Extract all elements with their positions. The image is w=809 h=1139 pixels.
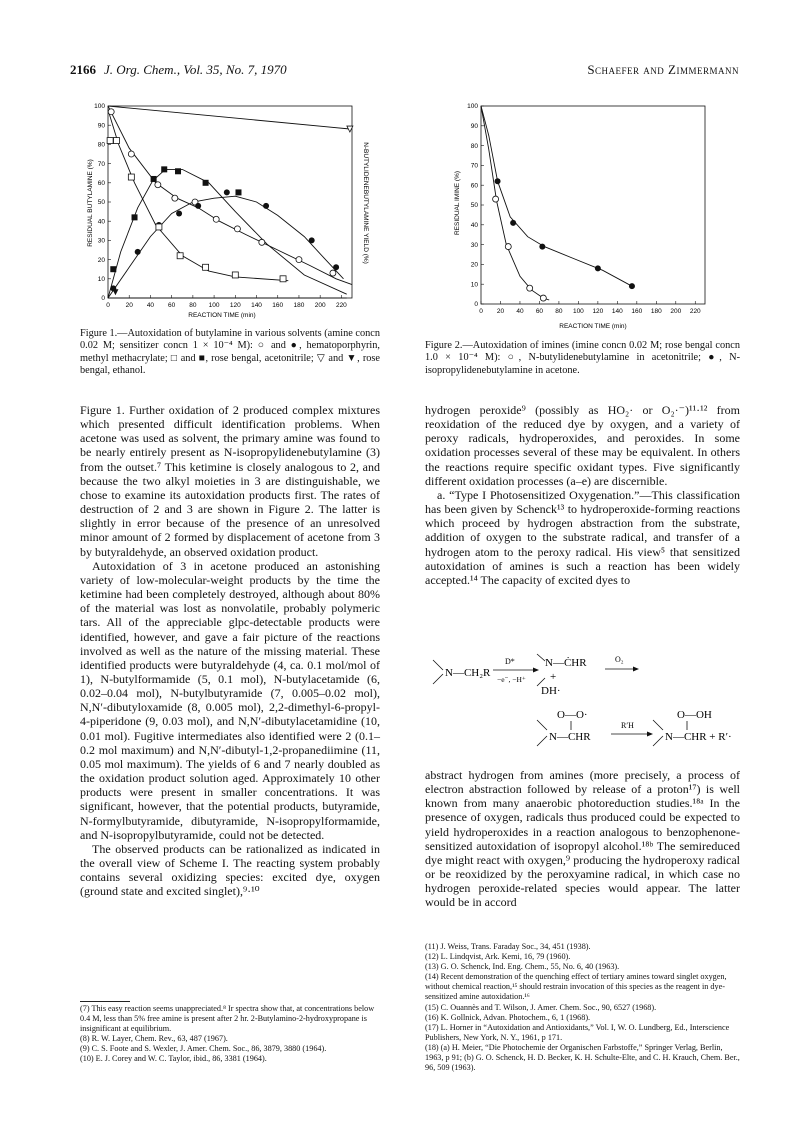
y-tick-label: 90 — [470, 123, 478, 130]
footnote: (16) K. Gollnick, Advan. Photochem., 6, 1 (1968). — [425, 1012, 591, 1022]
figure-2-axes — [467, 103, 705, 315]
paragraph: Autoxidation of 3 in acetone produced an astonishing variety of low-molecular-weight products by the time the ketimine had been completely destroyed, although about 80% of the material was lost as nonvolatile, probably polymeric tars. All of the appreciable glpc-detectable products were identified, however, and gave a fair picture of the reactions involved as well as the nature of the missing material. These identified products were butyraldehyde (4, ca. 0.1 mol/mol of 1), N-butylformamide (5, 0.1 mol), N-butylacetamide (6, 0.02–0.04 mol), N-butylbutyramide (7, 0.005–0.02 mol), N,N′-dibutyloxamide (8, 0.005 mol), 2,2-dimethyl-6-propyl-4-piperidone (9, 0.03 mol), and N,N′-dibutylacetamidine (10, 0.01 mol). Fugitive intermediates also identified were 2 (0.1–0.2 mol maximum) and N,N′-dibutyl-1,2-propanediimine (11, 0.05 mol maximum). The yields of 6 and 7 nearly doubled as the oxidation product solution aged. Approximately 10 other products were present in smaller concentrations. It was significant, however, that the potential products, butyramide, N-formylbutyramide, dibutyramide, N-isopropylformamide, and N-isopropylbutyramide, could not be detected. — [80, 558, 380, 842]
data-point-open-circle — [527, 285, 533, 291]
x-tick-label: 180 — [293, 302, 305, 309]
y-tick-label: 0 — [101, 295, 105, 303]
x-tick-label: 0 — [106, 302, 110, 309]
y-tick-label: 0 — [474, 301, 478, 309]
x-tick-label: 140 — [251, 302, 262, 309]
x-tick-label: 100 — [208, 302, 220, 309]
data-point-open-circle — [172, 195, 178, 201]
figure-1-axes — [94, 103, 352, 309]
data-point-filled-circle — [495, 178, 501, 184]
x-tick-label: 20 — [496, 308, 505, 315]
scheme-rh: R′H — [621, 721, 634, 730]
scheme-peroxy: N—CHR — [549, 731, 591, 743]
x-tick-label: 160 — [631, 308, 643, 315]
x-tick-label: 60 — [535, 308, 544, 315]
data-point-open-square — [177, 253, 183, 259]
x-tick-label: 200 — [314, 302, 326, 309]
journal-citation: J. Org. Chem., Vol. 35, No. 7, 1970 — [104, 62, 287, 77]
y-tick-label: 50 — [97, 199, 105, 207]
scheme-intermediate: N—ĊHR — [545, 657, 587, 669]
y-tick-label: 20 — [97, 256, 105, 264]
page-number: 2166 — [70, 62, 96, 77]
data-point-open-circle — [128, 151, 134, 157]
scheme-hydroperoxy-top: O—OH — [677, 709, 712, 721]
scheme-plus: + — [550, 671, 557, 683]
data-point-filled-circle — [510, 220, 516, 226]
x-tick-label: 0 — [479, 308, 483, 315]
data-point-open-circle — [155, 182, 161, 188]
data-point-open-circle — [505, 244, 511, 250]
x-tick-label: 180 — [650, 308, 662, 315]
scheme-peroxy-top: O—O· — [557, 709, 588, 721]
y-tick-label: 100 — [467, 103, 478, 111]
data-point-open-circle — [234, 226, 240, 232]
data-point-filled-square — [151, 176, 157, 182]
left-footnotes — [80, 1004, 380, 1065]
data-point-open-circle — [108, 109, 114, 115]
x-tick-label: 160 — [272, 302, 284, 309]
data-point-filled-circle — [195, 203, 201, 209]
data-point-open-square — [107, 138, 113, 144]
data-point-filled-square — [132, 214, 138, 220]
y-tick-label: 60 — [97, 180, 105, 187]
data-point-filled-triangle — [112, 289, 118, 295]
x-tick-label: 40 — [146, 302, 155, 309]
right-footnotes — [425, 942, 740, 1073]
scheme-dh: DH· — [541, 685, 561, 697]
data-point-open-square — [280, 276, 286, 282]
x-tick-label: 20 — [125, 302, 133, 309]
data-point-filled-circle — [333, 264, 339, 270]
figure-2-caption: Figure 2.—Autoxidation of imines (imine concn 0.02 M; rose bengal concn 1.0 × 10⁻⁴ M): ○, N-butylidenebutylamine in acetonitrile; ●, N-isopropylidenebutylamine in acetone. — [425, 340, 740, 376]
x-tick-label: 220 — [335, 302, 347, 309]
x-tick-label: 220 — [689, 308, 701, 315]
x-tick-label: 140 — [611, 308, 623, 315]
footnote: (14) Recent demonstration of the quenching effect of tertiary amines toward singlet oxygen, without chemical reaction,¹⁵ should restrain invocation of this species as the reagent in dye-sensitized amine autoxidation.¹⁶ — [425, 972, 727, 1002]
figure-1-y2-axis-label: N-BUTYLIDENEBUTYLAMINE YIELD (%) — [362, 142, 369, 264]
y-tick-label: 40 — [470, 222, 478, 229]
scheme-o2: O₂ — [615, 655, 624, 664]
fitted-curve — [108, 106, 350, 129]
x-tick-label: 60 — [168, 302, 176, 309]
fitted-curve — [481, 106, 632, 286]
y-tick-label: 40 — [97, 218, 105, 226]
data-point-filled-square — [235, 189, 241, 195]
scheme-reagent-bottom: −e⁻, −H⁺ — [497, 675, 526, 684]
x-tick-label: 120 — [592, 308, 604, 315]
data-point-filled-circle — [263, 203, 269, 209]
figure-2-marks — [493, 178, 635, 301]
data-point-open-square — [232, 272, 238, 278]
data-point-filled-circle — [539, 244, 545, 250]
running-header-authors: Schaefer and Zimmermann — [587, 62, 739, 77]
data-point-filled-square — [161, 166, 167, 172]
x-tick-label: 80 — [555, 308, 563, 315]
x-tick-label: 200 — [670, 308, 682, 315]
figure-1-caption: Figure 1.—Autoxidation of butylamine in various solvents (amine concn 0.02 M; sensitizer concn 1 × 10⁻⁴ M): ○ and ●, hematoporphyrin, methyl methacrylate; □ and ■, rose bengal, acetonitrile; ▽ and ▼, rose bengal, ethanol. — [80, 328, 380, 376]
footnote: (13) G. O. Schenck, Ind. Eng. Chem., 55, No. 6, 40 (1963). — [425, 962, 620, 972]
data-point-open-square — [156, 224, 162, 230]
y-tick-label: 30 — [97, 237, 105, 245]
fitted-curve — [481, 106, 549, 300]
data-point-open-circle — [259, 239, 265, 245]
data-point-filled-square — [175, 168, 181, 174]
footnote: (17) L. Horner in “Autoxidation and Antioxidants,” Vol. I, W. O. Lundberg, Ed., Interscience Publishers, New York, N. Y., 1961, p 171. — [425, 1022, 730, 1042]
data-point-open-circle — [330, 270, 336, 276]
figure-1-chart — [80, 98, 380, 320]
data-point-open-circle — [296, 257, 302, 263]
footnote: (8) R. W. Layer, Chem. Rev., 63, 487 (1967). — [80, 1034, 228, 1044]
paragraph: hydrogen peroxide⁹ (possibly as HO₂· or O₂·⁻)¹¹·¹² from reoxidation of the reduced dye by oxygen, and a variety of peroxy radicals, hydroperoxides, and peroxides. In some oxidation processes several of these may be equivalent. In others the reactions require specific oxidant types. Five significantly different oxidation processes (a–e) are discernible. — [425, 403, 740, 488]
data-point-filled-circle — [629, 283, 635, 289]
data-point-open-square — [113, 138, 119, 144]
paragraph: The observed products can be rationalized as indicated in the overall view of Scheme I. The reacting system probably contains several oxidizing species: excited dye, oxygen (ground state and excited singlet),⁹·¹⁰ — [80, 841, 380, 899]
x-tick-label: 80 — [189, 302, 197, 309]
footnote-rule — [80, 1001, 130, 1002]
y-tick-label: 60 — [470, 182, 478, 190]
left-column-body — [80, 403, 380, 898]
data-point-filled-circle — [595, 265, 601, 271]
footnote: (9) C. S. Foote and S. Wexler, J. Amer. Chem. Soc., 86, 3879, 3880 (1964). — [80, 1044, 327, 1054]
y-tick-label: 90 — [97, 122, 105, 130]
footnote: (10) E. J. Corey and W. C. Taylor, ibid., 86, 3381 (1964). — [80, 1054, 267, 1064]
figure-1-x-axis-label: REACTION TIME (min) — [188, 312, 256, 319]
y-tick-label: 80 — [470, 142, 478, 150]
y-tick-label: 70 — [470, 162, 478, 170]
fitted-curve — [108, 169, 347, 298]
data-point-filled-square — [110, 266, 116, 272]
paragraph: abstract hydrogen from amines (more precisely, a process of electron abstraction followed by release of a proton¹⁷) is well known from many anaerobic photoreduction studies.¹⁸ᵃ In the presence of oxygen, radicals thus produced could be expected to yield hydroperoxides in a reaction analogous to benzophenone-sensitized autoxidation of isopropyl alcohol.¹⁸ᵇ The semireduced dye might react with oxygen,⁹ producing the hydroperoxy radical or be reoxidized by the peroxyamine radical, in which case no hydrogen peroxide-related species would appear. The latter would be in accord — [425, 768, 740, 910]
scheme-reactant: N—CH₂R — [445, 667, 491, 679]
y-tick-label: 10 — [470, 281, 478, 289]
paragraph: Figure 1. Further oxidation of 2 produced complex mixtures which presented difficult identification problems. When acetone was used as solvent, the primary amine was found to be nearly entirely present as N-isopropylidenebutylamine (3) from the outset.⁷ This ketimine is closely analogous to 2, and because the two alkyl moieties in 3 are distinguishable, we chose to examine its autoxidation products first. The rates of destruction of 2 and 3 are shown in Figure 2. The latter is slightly in error because of the presence of an unresolved minor amount of 2 formed by displacement of acetone from 3 by butyraldehyde, an observed oxidation product. — [80, 403, 380, 559]
footnote: (11) J. Weiss, Trans. Faraday Soc., 34, 451 (1938). — [425, 942, 591, 951]
paragraph: a. “Type I Photosensitized Oxygenation.”—This classification has been given by Schenck¹³ to hydroperoxide-forming reactions which proceed by hydrogen abstraction from the substrate, addition of oxygen to the substrate radical, and transfer of a hydrogen atom to the peroxy radical. His view⁵ that sensitized autoxidation of amines is such a reaction has been widely accepted.¹⁴ The capacity of excited dyes to — [425, 487, 740, 587]
x-tick-label: 120 — [229, 302, 241, 309]
x-tick-label: 40 — [516, 308, 524, 315]
plot-frame — [481, 106, 705, 304]
data-point-open-square — [203, 264, 209, 270]
data-point-filled-circle — [309, 237, 315, 243]
data-point-filled-square — [203, 180, 209, 186]
data-point-filled-circle — [135, 249, 141, 255]
right-column-top — [425, 403, 740, 587]
figure-2-chart — [435, 98, 735, 334]
figure-2-x-axis-label: REACTION TIME (min) — [559, 323, 627, 330]
footnote: (15) C. Ouannès and T. Wilson, J. Amer. Chem. Soc., 90, 6527 (1968). — [425, 1002, 657, 1012]
data-point-open-square — [128, 174, 134, 180]
y-tick-label: 50 — [470, 202, 478, 210]
scheme-hydroperoxy: N—CHR + R′· — [665, 731, 732, 743]
y-tick-label: 10 — [97, 276, 105, 283]
y-tick-label: 20 — [470, 261, 478, 269]
scheme-reagent-top: D* — [505, 657, 515, 666]
data-point-open-circle — [540, 295, 546, 301]
data-point-open-circle — [493, 196, 499, 202]
data-point-open-circle — [213, 216, 219, 222]
footnote: (18) (a) H. Meier, “Die Photochemie der Organischen Farbstoffe,” Springer Verlag, Berlin, 1963, p 91; (b) G. O. Schenck, H. D. Becker, K. H. Schulte-Elte, and C. H. Krauch, Chem. Ber., 96, 509 (1963). — [425, 1042, 740, 1073]
y-tick-label: 80 — [97, 141, 105, 149]
running-header-left — [70, 62, 287, 78]
right-column-bottom — [425, 768, 740, 910]
fitted-curve — [108, 196, 344, 298]
fitted-curve — [108, 110, 288, 281]
y-tick-label: 70 — [97, 160, 105, 168]
figure-2-y-axis-label: RESIDUAL IMINE (%) — [454, 170, 461, 236]
y-tick-label: 30 — [470, 241, 478, 249]
figure-1-y-axis-label: RESIDUAL BUTYLAMINE (%) — [87, 159, 94, 247]
reaction-scheme — [425, 652, 740, 764]
x-tick-label: 100 — [572, 308, 584, 315]
data-point-filled-circle — [176, 211, 182, 217]
data-point-filled-circle — [224, 189, 230, 195]
footnote: (12) L. Lindqvist, Ark. Kemi, 16, 79 (1960). — [425, 952, 571, 962]
y-tick-label: 100 — [94, 103, 105, 111]
footnote: (7) This easy reaction seems unappreciated.⁸ Ir spectra show that, at concentrations below 0.4 M, less than 5% free amine is present after 2 hr. 2-Butylamino-2-hydroxypropane is insignificant at equilibrium. — [80, 1004, 375, 1034]
